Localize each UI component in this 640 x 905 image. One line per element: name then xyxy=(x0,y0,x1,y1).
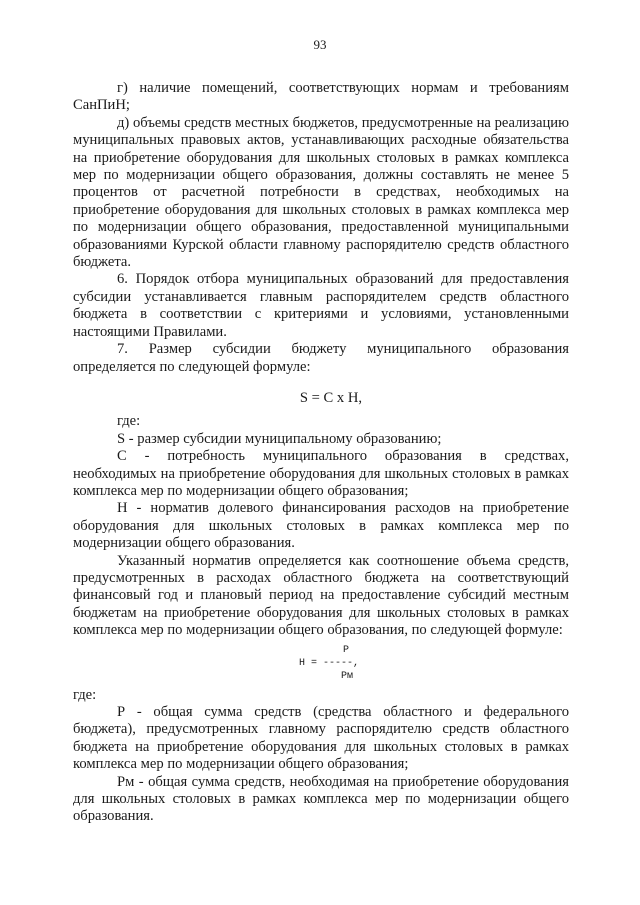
formula-h-line: H = -----, xyxy=(299,657,360,669)
definition-c: С - потребность муниципального образования в средствах, необходимых на приобретение оборудования для школьных столовых в рамках комплекса мер по модернизации общего образования; xyxy=(73,448,569,499)
paragraph-g: г) наличие помещений, соответствующих нормам и требованиям СанПиН; xyxy=(73,80,569,114)
where-label-2: где: xyxy=(73,686,97,703)
definition-h: Н - норматив долевого финансирования расходов на приобретение оборудования для школьных столовых в рамках комплекса мер по модернизации общего образования. xyxy=(73,500,569,552)
paragraph-7: 7. Размер субсидии бюджету муниципального образования определяется по следующей формуле: xyxy=(73,341,569,375)
formula-h-numerator: P xyxy=(343,644,350,656)
normative-paragraph: Указанный норматив определяется как соотношение объема средств, предусмотренных в расходах областного бюджета на соответствующий финансовый год и плановый период на предоставление субсидий местным бюджетам на приобретение оборудования для школьных столовых в рамках комплекса мер по модернизации общего образования, по следующей формуле: xyxy=(73,552,569,639)
definition-p: Р - общая сумма средств (средства областного и федерального бюджета), предусмотренных главному распорядителю средств областного бюджета на приобретение оборудования для школьных столовых в рамках комплекса мер по модернизации общего образования; xyxy=(73,704,569,773)
paragraph-6: 6. Порядок отбора муниципальных образований для предоставления субсидии устанавливается главным распорядителем средств областного бюджета в соответствии с критериями и условиями, установленными настоящими Правилами. xyxy=(73,271,569,340)
formula-s: S = C x H, xyxy=(299,389,363,406)
paragraph-d: д) объемы средств местных бюджетов, предусмотренные на реализацию муниципальных правовых актов, устанавливающих расходные обязательства на приобретение оборудования для школьных столовых в рамках комплекса мер по модернизации общего образования, должны составлять не менее 5 процентов от расчетной потребности в средствах, необходимых на приобретение оборудования для школьных столовых в рамках комплекса мер по модернизации общего образования, предоставленной муниципальными образованиями Курской области главному распорядителю средств областного бюджета. xyxy=(73,114,569,271)
where-label-1: где: xyxy=(117,413,141,430)
page-number: 93 xyxy=(313,37,327,52)
definition-s: S - размер субсидии муниципальному образованию; xyxy=(117,430,442,447)
formula-h xyxy=(73,644,569,683)
definition-pm: Рм - общая сумма средств, необходимая на приобретение оборудования для школьных столовых в рамках комплекса мер по модернизации общего образования. xyxy=(73,773,569,825)
document-body xyxy=(73,80,569,826)
formula-h-denominator: Pм xyxy=(341,670,354,682)
